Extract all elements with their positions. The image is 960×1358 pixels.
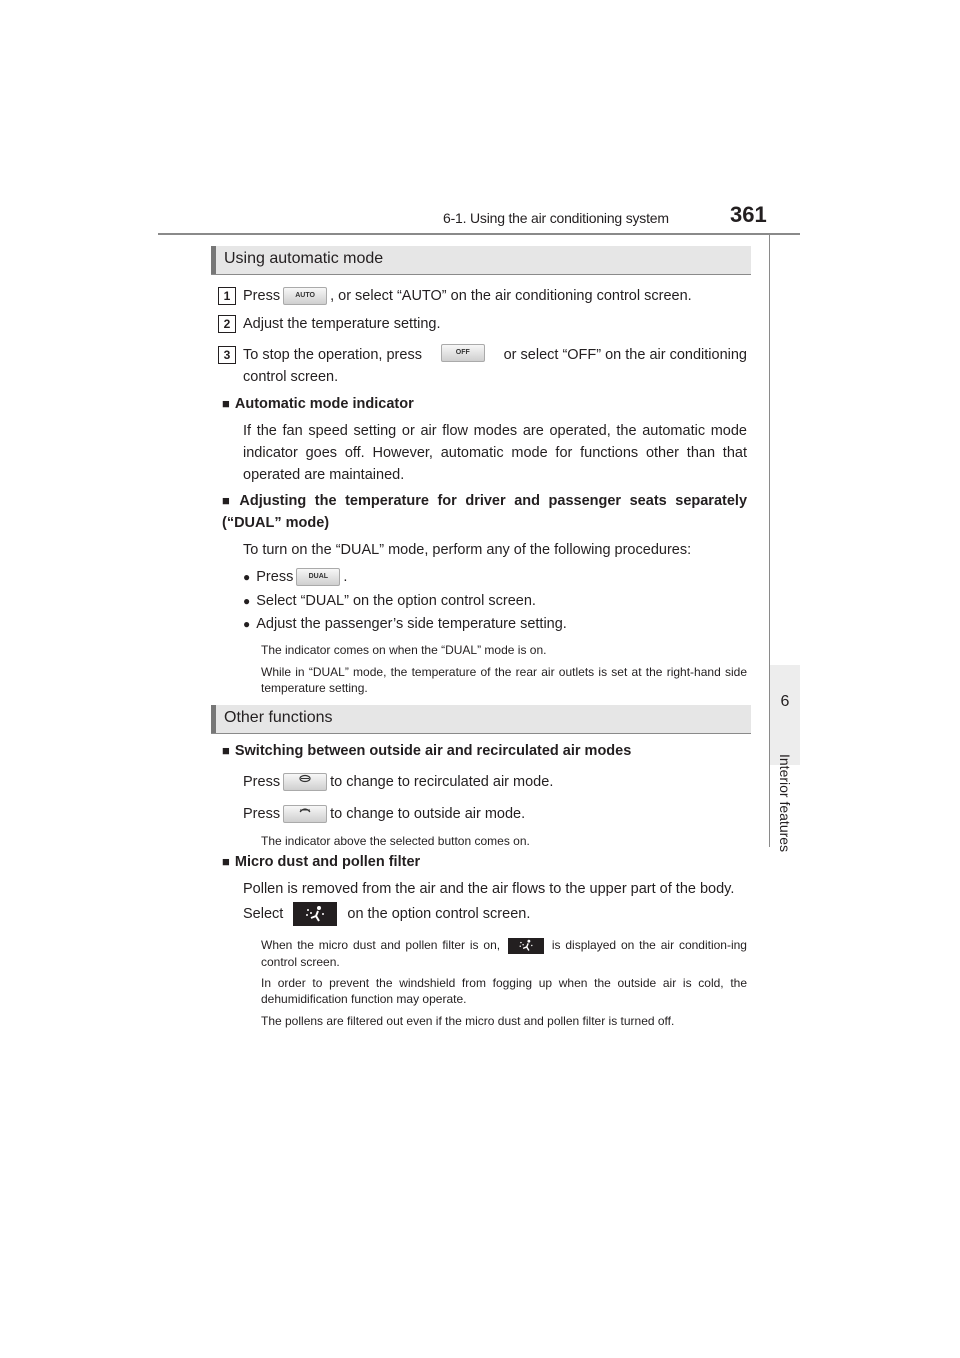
indicator-paragraph: If the fan speed setting or air flow modes are operated, the automatic mode indicator goes off. However, automatic mode for functions other than that operated are maintained. xyxy=(243,423,747,483)
dual-bullet-1: ● Press DUAL . xyxy=(243,569,348,585)
filter-note-3: The pollens are filtered out even if the micro dust and pollen filter is turned off. xyxy=(261,1014,675,1028)
heading-bar xyxy=(211,246,216,274)
off-button-icon: OFF xyxy=(441,344,485,362)
chapter-label: Interior features xyxy=(777,754,793,853)
filter-paragraph: Pollen is removed from the air and the air flows to the upper part of the body. xyxy=(243,881,735,897)
square-bullet-icon: ■ xyxy=(222,493,235,508)
dual-note-2: While in “DUAL” mode, the temperature of the rear air outlets is set at the right-hand side temperature setting. xyxy=(261,665,747,695)
subheading-air-modes: ■ Switching between outside air and recirculated air modes xyxy=(222,743,632,759)
outside-air-button-icon xyxy=(283,805,327,823)
heading-bar xyxy=(211,705,216,733)
recirculated-air-button-icon xyxy=(283,773,327,791)
chapter-tab xyxy=(770,665,800,765)
page-number: 361 xyxy=(730,202,767,227)
recirculated-line: Press to change to recirculated air mode. xyxy=(243,774,554,790)
step-number-2: 2 xyxy=(218,315,236,333)
filter-select-line: Select on the option control screen. xyxy=(243,902,530,926)
outside-air-line: Press to change to outside air mode. xyxy=(243,806,526,822)
header-divider xyxy=(158,233,800,235)
auto-button-icon: AUTO xyxy=(283,287,327,305)
step-2-text: Adjust the temperature setting. xyxy=(243,316,441,332)
dual-bullet-3: ● Adjust the passenger’s side temperature setting. xyxy=(243,616,567,632)
pollen-filter-indicator-icon xyxy=(508,938,544,954)
chapter-number: 6 xyxy=(780,693,790,710)
section-heading-other-functions xyxy=(211,705,751,734)
step-number-3: 3 xyxy=(218,346,236,364)
step-number-1: 1 xyxy=(218,287,236,305)
section-title: Using automatic mode xyxy=(224,250,384,267)
subheading-automatic-mode-indicator: ■ Automatic mode indicator xyxy=(222,396,414,412)
section-title: Other functions xyxy=(224,709,333,726)
subheading-dual-mode: ■ Adjusting the temperature for driver and passenger seats separately (“DUAL” mode) xyxy=(222,493,748,531)
dual-button-icon: DUAL xyxy=(296,568,340,586)
round-bullet-icon: ● xyxy=(243,570,251,584)
dual-bullet-2: ● Select “DUAL” on the option control screen. xyxy=(243,593,536,609)
square-bullet-icon: ■ xyxy=(222,854,230,869)
section-header-title: 6-1. Using the air conditioning system xyxy=(443,210,669,226)
dual-intro: To turn on the “DUAL” mode, perform any of the following procedures: xyxy=(243,542,692,558)
subheading-pollen-filter: ■ Micro dust and pollen filter xyxy=(222,854,421,870)
square-bullet-icon: ■ xyxy=(222,396,230,411)
step-1-text: Press AUTO , or select “AUTO” on the air conditioning control screen. xyxy=(243,288,692,304)
dual-note-1: The indicator comes on when the “DUAL” mode is on. xyxy=(261,643,547,657)
air-mode-note: The indicator above the selected button comes on. xyxy=(261,834,530,848)
step-3-text: To stop the operation, press OFF or select “OFF” on the air conditioning control screen. xyxy=(243,344,747,388)
filter-note-2: In order to prevent the windshield from fogging up when the outside air is cold, the dehumidification function may operate. xyxy=(261,976,747,1006)
square-bullet-icon: ■ xyxy=(222,743,230,758)
round-bullet-icon: ● xyxy=(243,617,251,631)
pollen-filter-icon xyxy=(293,902,337,926)
section-heading-automatic-mode xyxy=(211,246,751,275)
filter-note-1: When the micro dust and pollen filter is on, is displayed on the air condition-ing control screen. xyxy=(261,938,747,969)
round-bullet-icon: ● xyxy=(243,594,251,608)
